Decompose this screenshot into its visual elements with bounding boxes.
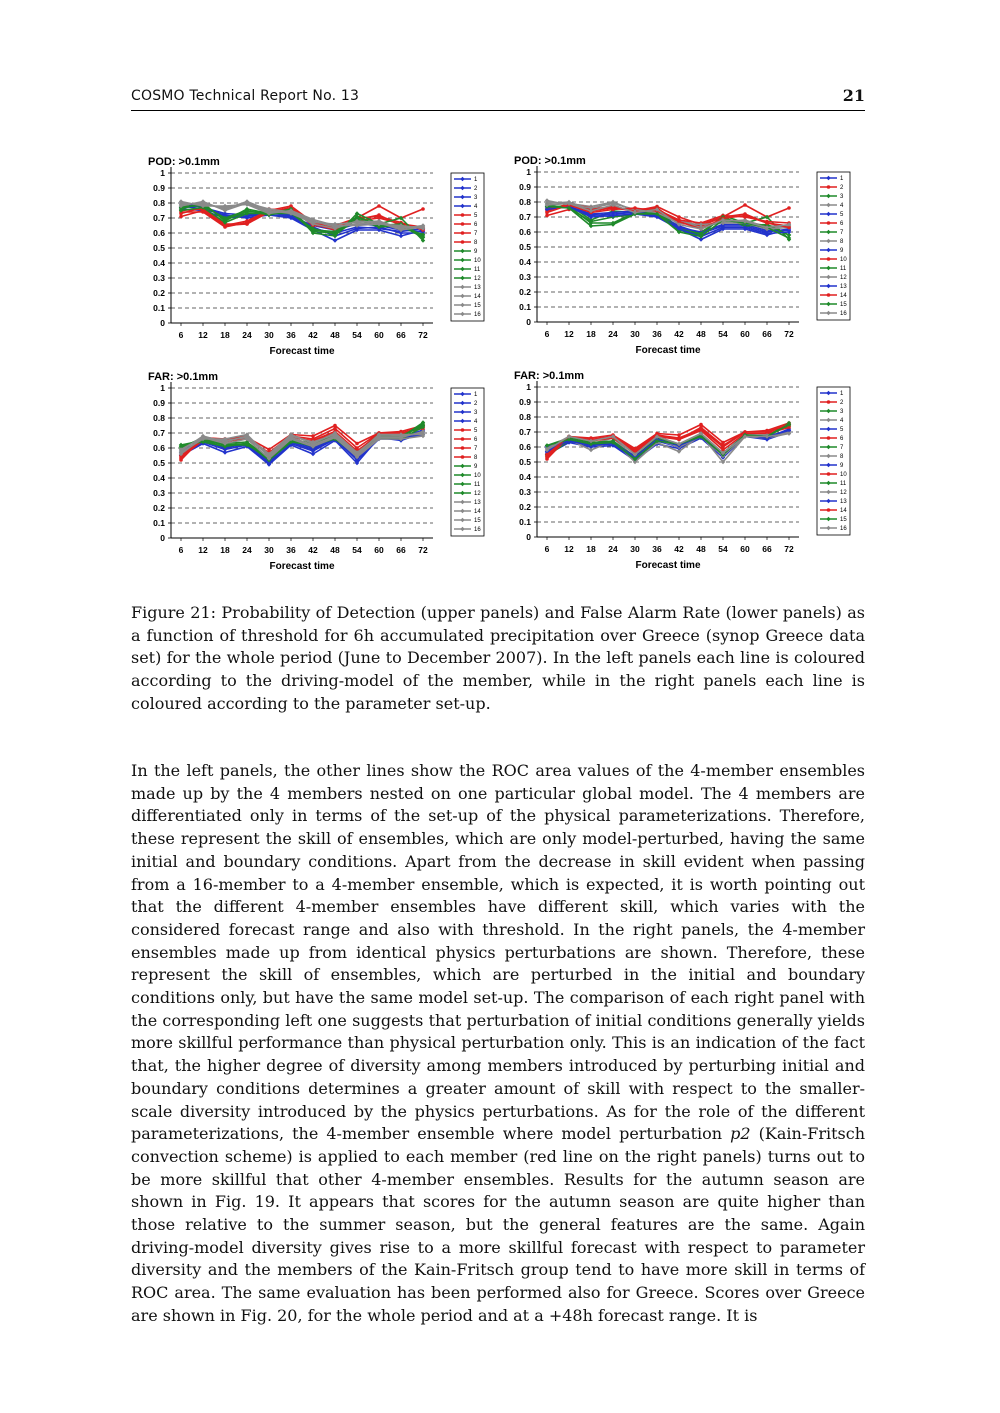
chart-far-right-svg — [512, 367, 857, 579]
legend-marker — [827, 185, 831, 189]
y-tick-label: 0.5 — [519, 457, 531, 467]
y-tick-label: 0.1 — [153, 303, 165, 313]
x-tick-label: 72 — [784, 329, 794, 339]
legend-marker — [461, 222, 465, 226]
legend-label: 9 — [840, 463, 844, 469]
y-tick-label: 0.4 — [519, 472, 531, 482]
y-tick-label: 0 — [160, 318, 165, 328]
x-tick-label: 66 — [762, 544, 772, 554]
x-tick-label: 42 — [308, 330, 318, 340]
x-tick-label: 48 — [696, 329, 706, 339]
x-tick-label: 6 — [178, 545, 184, 555]
x-tick-label: 6 — [178, 330, 184, 340]
report-title: COSMO Technical Report No. 13 — [131, 88, 360, 104]
legend-label: 3 — [474, 195, 478, 201]
x-tick-label: 42 — [674, 544, 684, 554]
chart-far-left-svg — [146, 368, 491, 580]
x-tick-label: 66 — [762, 329, 772, 339]
x-tick-label: 60 — [374, 545, 384, 555]
y-tick-label: 0.1 — [519, 302, 531, 312]
legend-label: 5 — [474, 428, 478, 434]
legend-label: 16 — [474, 527, 481, 533]
paragraph-part-1: In the left panels, the other lines show the ROC area values of the 4-member ensembles made up by the 4 members nested on one particular global model. The 4 members are differentiated only in terms of the set-up of the physical parameterizations. Therefore, these represent the skill of ensembles, which are only model-perturbed, having the same initial and boundary conditions. Apart from the decrease in skill evident when passing from a 16-member to a 4-member ensemble, which is expected, it is worth pointing out that the different 4-member ensembles have different skill, which varies with the considered forecast range and also with threshold. In the right panels, the 4-member ensembles made up from identical physics perturbations are shown. Therefore, these represent the skill of ensembles, which are perturbed in the initial and boundary conditions only, but have the same model set-up. The comparison of each right panel with the corresponding left one suggests that perturbation of initial conditions generally yields more skillful performance than physical perturbation only. This is an indication of the fact that, the higher degree of diversity among members introduced by perturbing initial and boundary conditions determines a greater amount of skill with respect to the smaller-scale diversity introduced by the physics perturbations. As for the role of the different parameterizations, the 4-member ensemble where model perturbation — [131, 761, 865, 1144]
legend-label: 5 — [840, 427, 844, 433]
legend-label: 4 — [840, 418, 844, 424]
legend-label: 16 — [474, 312, 481, 318]
data-point — [633, 448, 637, 452]
data-point — [633, 206, 637, 210]
x-tick-label: 36 — [652, 329, 662, 339]
y-tick-label: 0.2 — [519, 502, 531, 512]
data-point — [721, 444, 725, 448]
x-tick-label: 66 — [396, 545, 406, 555]
x-tick-label: 36 — [286, 545, 296, 555]
legend-label: 1 — [840, 176, 844, 182]
y-tick-label: 0.8 — [153, 413, 165, 423]
p2-term: p2 — [730, 1124, 751, 1144]
legend-marker — [461, 437, 465, 441]
chart-title: POD: >0.1mm — [514, 155, 586, 167]
y-tick-label: 0 — [526, 532, 531, 542]
y-tick-label: 0.5 — [153, 458, 165, 468]
x-tick-label: 12 — [198, 330, 208, 340]
y-tick-label: 0.1 — [519, 517, 531, 527]
x-tick-label: 12 — [564, 329, 574, 339]
data-point — [545, 453, 549, 457]
data-point — [611, 208, 615, 212]
y-tick-label: 0.9 — [153, 183, 165, 193]
legend-label: 8 — [840, 239, 844, 245]
legend-label: 7 — [474, 231, 478, 237]
legend-label: 10 — [840, 472, 847, 478]
legend-marker — [827, 472, 831, 476]
chart-title: FAR: >0.1mm — [148, 371, 218, 383]
legend-label: 3 — [474, 410, 478, 416]
x-tick-label: 36 — [652, 544, 662, 554]
y-tick-label: 1 — [160, 383, 165, 393]
chart-title: FAR: >0.1mm — [514, 370, 584, 382]
legend-label: 14 — [474, 509, 481, 515]
chart-pod-right — [512, 152, 857, 364]
legend-label: 4 — [474, 204, 478, 210]
legend-label: 11 — [474, 482, 481, 488]
legend-label: 2 — [474, 401, 478, 407]
legend-label: 3 — [840, 194, 844, 200]
x-tick-label: 48 — [696, 544, 706, 554]
series-line — [547, 425, 789, 460]
y-tick-label: 0.3 — [519, 272, 531, 282]
data-point — [377, 204, 381, 208]
x-tick-label: 66 — [396, 330, 406, 340]
legend-label: 6 — [474, 222, 478, 228]
data-point — [245, 219, 249, 223]
legend-label: 14 — [840, 508, 847, 514]
y-tick-label: 0.7 — [153, 428, 165, 438]
legend-marker — [827, 221, 831, 225]
data-point — [699, 426, 703, 430]
legend-label: 10 — [474, 473, 481, 479]
x-tick-label: 54 — [352, 330, 362, 340]
x-axis-label: Forecast time — [635, 560, 701, 571]
legend-label: 1 — [840, 391, 844, 397]
x-tick-label: 18 — [220, 545, 230, 555]
page-number: 21 — [842, 86, 865, 105]
x-tick-label: 18 — [586, 329, 596, 339]
y-tick-label: 0.3 — [519, 487, 531, 497]
legend-label: 1 — [474, 177, 478, 183]
chart-pod-right-svg — [512, 152, 857, 364]
legend-label: 11 — [840, 481, 847, 487]
legend-label: 13 — [474, 500, 481, 506]
y-tick-label: 0.7 — [519, 427, 531, 437]
legend-label: 12 — [840, 275, 847, 281]
x-tick-label: 72 — [418, 330, 428, 340]
x-tick-label: 60 — [740, 544, 750, 554]
data-point — [743, 214, 747, 218]
y-tick-label: 0.8 — [153, 198, 165, 208]
x-tick-label: 6 — [544, 329, 550, 339]
x-tick-label: 48 — [330, 545, 340, 555]
y-tick-label: 0.4 — [153, 473, 165, 483]
legend-label: 5 — [840, 212, 844, 218]
y-tick-label: 0 — [526, 317, 531, 327]
legend-label: 15 — [474, 518, 481, 524]
x-tick-label: 36 — [286, 330, 296, 340]
legend-label: 16 — [840, 311, 847, 317]
x-tick-label: 12 — [198, 545, 208, 555]
y-tick-label: 0.8 — [519, 412, 531, 422]
legend-label: 12 — [840, 490, 847, 496]
y-tick-label: 0.5 — [519, 242, 531, 252]
x-tick-label: 12 — [564, 544, 574, 554]
legend-label: 6 — [840, 436, 844, 442]
y-tick-label: 0.6 — [153, 228, 165, 238]
y-tick-label: 0.9 — [519, 397, 531, 407]
y-tick-label: 0.7 — [153, 213, 165, 223]
y-tick-label: 0.9 — [153, 398, 165, 408]
y-tick-label: 0.6 — [519, 442, 531, 452]
data-point — [787, 206, 791, 210]
legend-label: 15 — [474, 303, 481, 309]
legend-marker — [461, 455, 465, 459]
y-tick-label: 0.2 — [153, 503, 165, 513]
legend-label: 14 — [840, 293, 847, 299]
legend-label: 2 — [474, 186, 478, 192]
legend-marker — [461, 231, 465, 235]
y-tick-label: 1 — [526, 167, 531, 177]
y-tick-label: 0.2 — [153, 288, 165, 298]
legend-label: 5 — [474, 213, 478, 219]
legend-label: 11 — [840, 266, 847, 272]
x-tick-label: 60 — [740, 329, 750, 339]
x-tick-label: 54 — [718, 544, 728, 554]
x-tick-label: 24 — [608, 329, 618, 339]
legend-label: 15 — [840, 302, 847, 308]
legend-marker — [827, 257, 831, 261]
legend-label: 4 — [840, 203, 844, 209]
legend-label: 8 — [474, 240, 478, 246]
legend-label: 8 — [474, 455, 478, 461]
chart-far-left — [146, 368, 491, 580]
x-tick-label: 72 — [784, 544, 794, 554]
running-header — [131, 88, 865, 111]
y-tick-label: 0.4 — [519, 257, 531, 267]
data-point — [355, 442, 359, 446]
legend-label: 13 — [840, 284, 847, 290]
y-tick-label: 1 — [526, 382, 531, 392]
legend-marker — [827, 436, 831, 440]
y-tick-label: 0.3 — [153, 273, 165, 283]
legend-label: 16 — [840, 526, 847, 532]
x-axis-label: Forecast time — [635, 345, 701, 356]
x-axis-label: Forecast time — [269, 561, 335, 572]
legend-label: 6 — [474, 437, 478, 443]
legend-label: 4 — [474, 419, 478, 425]
x-tick-label: 30 — [630, 329, 640, 339]
legend-label: 15 — [840, 517, 847, 523]
x-tick-label: 30 — [264, 545, 274, 555]
legend-label: 13 — [840, 499, 847, 505]
x-tick-label: 18 — [586, 544, 596, 554]
y-tick-label: 0.2 — [519, 287, 531, 297]
x-tick-label: 42 — [308, 545, 318, 555]
x-tick-label: 24 — [608, 544, 618, 554]
legend-label: 13 — [474, 285, 481, 291]
legend-label: 10 — [840, 257, 847, 263]
legend-marker — [827, 293, 831, 297]
y-tick-label: 0.7 — [519, 212, 531, 222]
y-tick-label: 0.6 — [519, 227, 531, 237]
x-tick-label: 42 — [674, 329, 684, 339]
chart-far-right — [512, 367, 857, 579]
x-tick-label: 60 — [374, 330, 384, 340]
legend-label: 7 — [474, 446, 478, 452]
legend-label: 2 — [840, 400, 844, 406]
legend-marker — [827, 508, 831, 512]
x-tick-label: 54 — [718, 329, 728, 339]
legend-label: 12 — [474, 276, 481, 282]
y-tick-label: 0.4 — [153, 258, 165, 268]
legend-label: 1 — [474, 392, 478, 398]
legend-label: 3 — [840, 409, 844, 415]
legend-label: 7 — [840, 230, 844, 236]
x-tick-label: 24 — [242, 545, 252, 555]
x-tick-label: 54 — [352, 545, 362, 555]
x-tick-label: 30 — [264, 330, 274, 340]
legend-marker — [461, 240, 465, 244]
legend-label: 9 — [474, 464, 478, 470]
legend-marker — [827, 400, 831, 404]
legend-marker — [461, 446, 465, 450]
data-point — [545, 211, 549, 215]
legend-marker — [461, 428, 465, 432]
data-point — [765, 221, 769, 225]
legend-label: 2 — [840, 185, 844, 191]
legend-label: 9 — [840, 248, 844, 254]
chart-pod-left-svg — [146, 153, 491, 365]
x-tick-label: 30 — [630, 544, 640, 554]
y-tick-label: 0.8 — [519, 197, 531, 207]
y-tick-label: 0 — [160, 533, 165, 543]
data-point — [377, 215, 381, 219]
x-tick-label: 6 — [544, 544, 550, 554]
chart-title: POD: >0.1mm — [148, 156, 220, 168]
y-tick-label: 0.1 — [153, 518, 165, 528]
legend-label: 9 — [474, 249, 478, 255]
data-point — [743, 203, 747, 207]
data-point — [677, 438, 681, 442]
x-tick-label: 72 — [418, 545, 428, 555]
legend-label: 11 — [474, 267, 481, 273]
y-tick-label: 0.3 — [153, 488, 165, 498]
series-15 — [545, 422, 791, 461]
data-point — [421, 207, 425, 211]
chart-pod-left — [146, 153, 491, 365]
legend-label: 7 — [840, 445, 844, 451]
body-paragraph — [131, 760, 865, 1328]
x-tick-label: 18 — [220, 330, 230, 340]
legend-marker — [461, 213, 465, 217]
figure-caption: Figure 21: Probability of Detection (upper panels) and False Alarm Rate (lower panels) as a function of threshold for 6h accumulated precipitation over Greece (synop Greece data set) for the whole period (June to December 2007). In the left panels each line is coloured according to the driving-model of the member, while in the right panels each line is coloured according to the parameter set-up. — [131, 603, 865, 713]
legend-label: 14 — [474, 294, 481, 300]
y-tick-label: 0.9 — [519, 182, 531, 192]
x-axis-label: Forecast time — [269, 346, 335, 357]
legend-label: 8 — [840, 454, 844, 460]
y-tick-label: 1 — [160, 168, 165, 178]
x-tick-label: 48 — [330, 330, 340, 340]
x-tick-label: 24 — [242, 330, 252, 340]
legend-label: 12 — [474, 491, 481, 497]
legend-label: 6 — [840, 221, 844, 227]
paragraph-part-2: (Kain-Fritsch convection scheme) is applied to each member (red line on the right panels) turns out to be more skillful that other 4-member ensembles. Results for the autumn season are shown in Fig. 19. It appears that scores for the autumn season are quite higher than those relative to the summer season, but the general features are the same. Again driving-model diversity gives rise to a more skillful forecast with respect to parameter diversity and the members of the Kain-Fritsch group tend to have more skill in terms of ROC area. The same evaluation has been performed also for Greece. Scores over Greece are shown in Fig. 20, for the whole period and at a +48h forecast range. It is — [131, 1124, 866, 1325]
data-point — [765, 430, 769, 434]
y-tick-label: 0.6 — [153, 443, 165, 453]
y-tick-label: 0.5 — [153, 243, 165, 253]
legend-label: 10 — [474, 258, 481, 264]
